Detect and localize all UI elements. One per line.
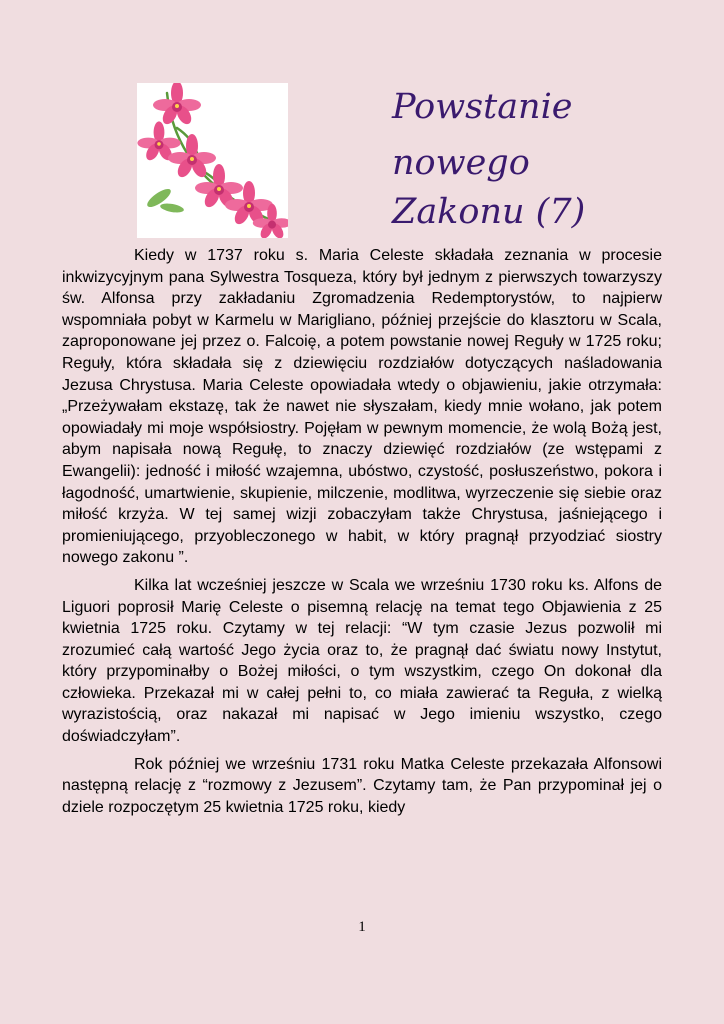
title-line-3: Zakonu (7) [392, 192, 586, 232]
title-line-1: Powstanie [392, 87, 573, 127]
title-line-2: nowego [392, 143, 530, 183]
article-body [62, 245, 662, 824]
orchid-illustration [137, 83, 288, 238]
paragraph: Rok później we wrześniu 1731 roku Matka Celeste przekazała Alfonsowi następną relację z “rozmowy z Jezusem”. Czytamy tam, że Pan przypominał jej o dziele rozpoczętym 25 kwietnia 1725 roku, kiedy [62, 755, 662, 816]
pink-orchid-icon [137, 83, 288, 238]
page-number: 1 [358, 919, 366, 935]
paragraph: Kilka lat wcześniej jeszcze w Scala we wrześniu 1730 roku ks. Alfons de Liguori poprosił Marię Celeste o pisemną relację na temat tego Objawienia z 25 kwietnia 1725 roku. Czytamy w tej relacji: “W tym czasie Jezus pozwolił mi zrozumieć całą wartość Jego życia oraz to, że pragnął dać światu nowy Instytut, który przypominałby o Bożej miłości, o tym wszystkim, czego On dokonał dla człowieka. Przekazał mi w całej pełni to, co miała zawierać ta Reguła, z wielką wyrazistością, oraz nakazał mi napisać w Jego imieniu wszystko, czego doświadczyłam”. [62, 576, 662, 746]
paragraph: Kiedy w 1737 roku s. Maria Celeste składała zeznania w procesie inkwizycyjnym pana Sylwestra Tosqueza, który był jednym z pierwszych towarzyszy św. Alfonsa przy zakładaniu Zgromadzenia Redemptorystów, to najpierw wspomniała pobyt w Karmelu w Marigliano, później przejście do klasztoru w Scala, zaproponowane jej przez o. Falcoię, a potem powstanie nowej Reguły w 1725 roku; Reguły, która składała się z dziewięciu rozdziałów dotyczących naśladowania Jezusa Chrystusa. Maria Celeste opowiadała wtedy o objawieniu, jakie otrzymała: „Przeżywałam ekstazę, tak że nawet nie słyszałam, kiedy mnie wołano, jak potem opowiadały mi moje współsiostry. Pojęłam w pewnym momencie, że wolą Bożą jest, abym napisała nową Regułę, to znaczy dziewięć rozdziałów (ze wstępami z Ewangelii): jedność i miłość wzajemna, ubóstwo, czystość, posłuszeństwo, pokora i łagodność, umartwienie, skupienie, milczenie, modlitwa, wyrzeczenie się siebie oraz miłość krzyża. W tej samej wizji zobaczyłam także Chrystusa, jaśniejącego i promieniującego, przyobleczonego w habit, w który pragnął przyodziać siostry nowego zakonu ”. [62, 247, 662, 567]
